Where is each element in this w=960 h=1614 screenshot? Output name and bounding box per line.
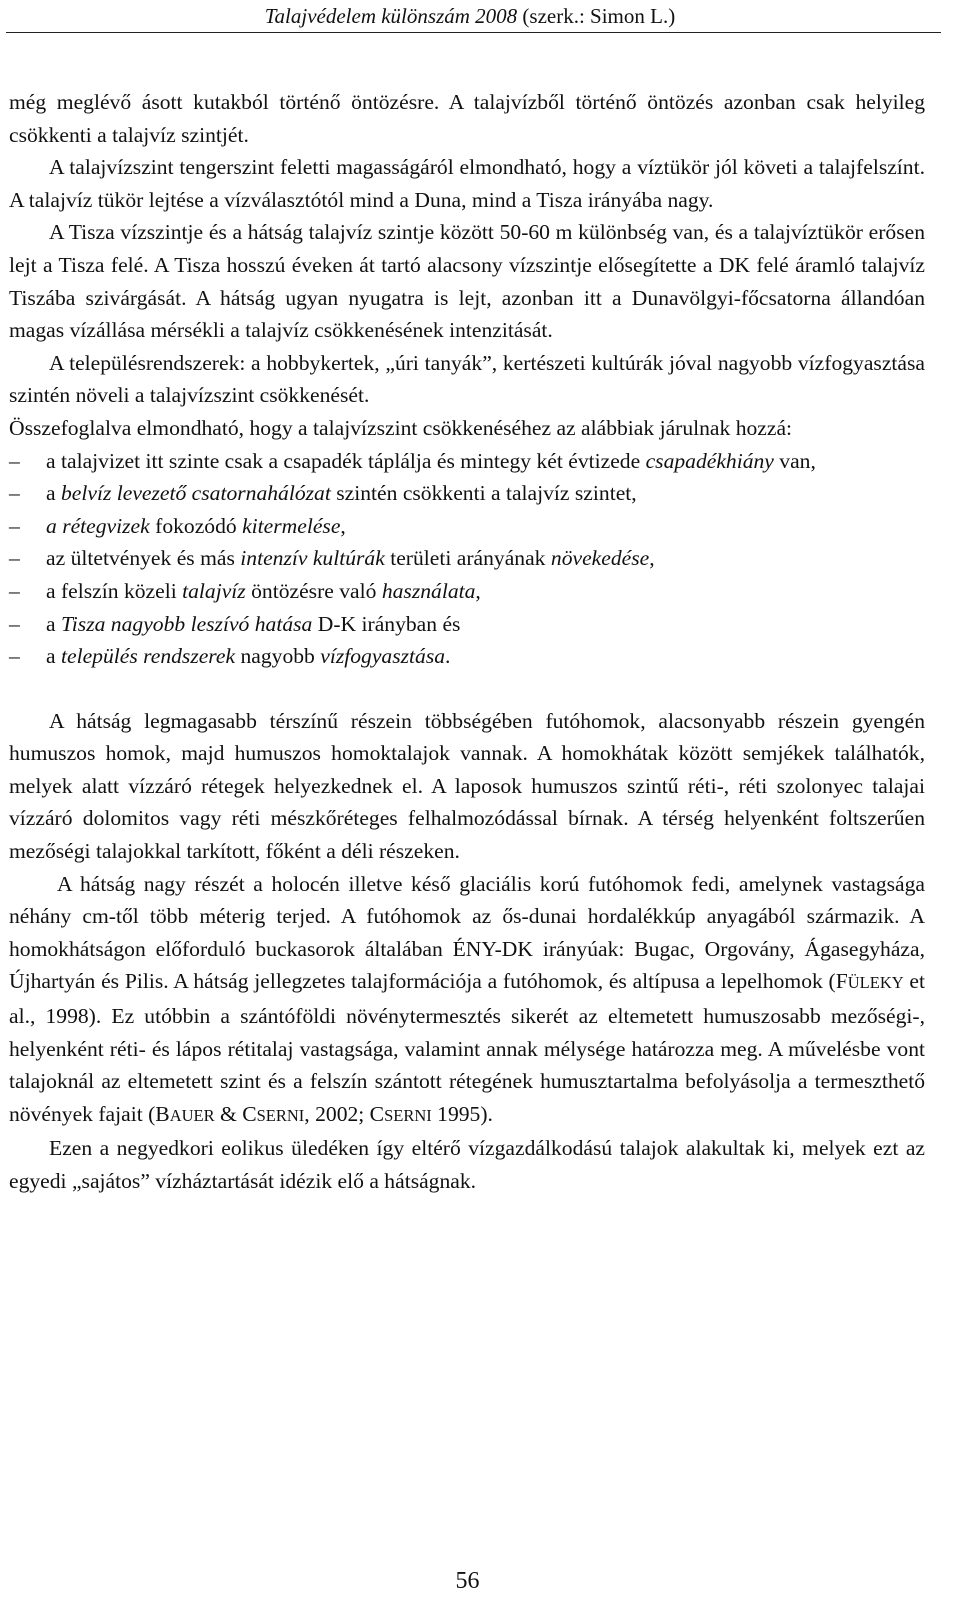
list-dash: – — [9, 611, 20, 636]
running-header — [0, 4, 940, 29]
author-smallcaps: AUER — [169, 1105, 215, 1125]
list-dash: – — [9, 644, 20, 669]
editor-note: (szerk.: Simon L.) — [522, 4, 676, 28]
paragraph: A hátság nagy részét a holocén illetve késő glaciális korú futóhomok fedi, amelynek vastagsága néhány cm-től több méterig terjed. A futóhomok az ős-dunai hordalékkúp anyagából származik. A homokhátságon előforduló buckasorok általában ÉNY-DK irányúak: Bugac, Orgovány, Ágasegyháza, Újhartyán és Pilis. A hátság jellegzetes talajformációja a futóhomok, és altípusa a lepelhomok (FÜLEKY et al., 1998). Ez utóbbin a szántóföldi növénytermesztés sikerét az eltemetett humuszosabb mezőségi-, helyenként réti- és lápos rétitalaj vastagsága, valamint annak mélysége határozza meg. A művelésbe vont talajoknál az eltemetett szint és a felszín szántott rétegének humusztartalma befolyásolja a termeszthető növények fajait (BAUER & CSERNI, 2002; CSERNI 1995). — [9, 871, 925, 1126]
journal-title: Talajvédelem különszám 2008 — [264, 4, 518, 28]
list-item: – a település rendszerek nagyobb vízfogyasztása. — [9, 640, 925, 673]
list-item: – a belvíz levezető csatornahálózat szintén csökkenti a talajvíz szintet, — [9, 477, 925, 510]
paragraph: A hátság legmagasabb térszínű részein többségében futóhomok, alacsonyabb részein gyengén humuszos homok, majd humuszos homoktalajok vannak. A homokhátak között semjékek találhatók, melyek alatt vízzáró rétegek helyezkednek el. A laposok humuszos szintű réti-, réti szolonyec talajai vízzáró dolomitos vagy réti mészkőréteges felhalmozódással bírnak. A térség helyenként foltszerűen mezőségi talajokkal tarkított, főként a déli részeken. — [9, 708, 925, 864]
paragraph: Ezen a negyedkori eolikus üledéken így eltérő vízgazdálkodású talajok alakultak ki, melyek ezt az egyedi „sajátos” vízháztartását idézik elő a hátságnak. — [9, 1136, 925, 1193]
list-dash: – — [9, 481, 20, 506]
paragraph: Összefoglalva elmondható, hogy a talajvízszint csökkenéséhez az alábbiak járulnak hozzá: — [9, 415, 793, 440]
paragraph: A Tisza vízszintje és a hátság talajvíz szintje között 50-60 m különbség van, és a talajvíztükör erősen lejt a Tisza felé. A Tisza hosszú éveken át tartó alacsony vízszintje elősegítette a DK felé áramló talajvíz Tiszába szivárgását. A hátság ugyan nyugatra is lejt, azonban itt a Dunavölgyi-főcsatorna állandóan magas vízállása mérsékli a talajvíz csökkenésének intenzitását. — [9, 220, 925, 343]
author-smallcaps: SERNI — [256, 1105, 305, 1125]
author-smallcaps: SERNI — [384, 1105, 432, 1125]
paragraph: A talajvízszint tengerszint feletti magasságáról elmondható, hogy a víztükör jól követi a talajfelszínt. A talajvíz tükör lejtése a vízválasztótól mind a Duna, mind a Tisza irányába nagy. — [9, 155, 925, 212]
paragraph: még meglévő ásott kutakból történő öntözésre. A talajvízből történő öntözés azonban csak helyileg csökkenti a talajvíz szintjét. — [9, 90, 925, 147]
list-item: – a felszín közeli talajvíz öntözésre való használata, — [9, 575, 925, 608]
list-dash: – — [9, 448, 20, 473]
header-rule — [6, 32, 941, 33]
list-dash: – — [9, 578, 20, 603]
list-dash: – — [9, 546, 20, 571]
list-item: – a talajvizet itt szinte csak a csapadék táplálja és mintegy két évtizede csapadékhiány van, — [9, 445, 925, 478]
list-item: – a Tisza nagyobb leszívó hatása D-K irányban és — [9, 608, 925, 641]
list-item: – az ültetvények és más intenzív kultúrák területi arányának növekedése, — [9, 542, 925, 575]
page-number: 56 — [455, 1568, 480, 1594]
list-dash: – — [9, 513, 20, 538]
list-item: – a rétegvizek fokozódó kitermelése, — [9, 510, 925, 543]
factor-list — [9, 445, 925, 673]
body-text — [9, 86, 925, 1198]
section-gap — [9, 673, 925, 705]
paragraph: A településrendszerek: a hobbykertek, „úri tanyák”, kertészeti kultúrák jóval nagyobb vízfogyasztása szintén növeli a talajvízszint csökkenését. — [9, 350, 925, 408]
author-smallcaps: ÜLEKY — [847, 973, 904, 993]
